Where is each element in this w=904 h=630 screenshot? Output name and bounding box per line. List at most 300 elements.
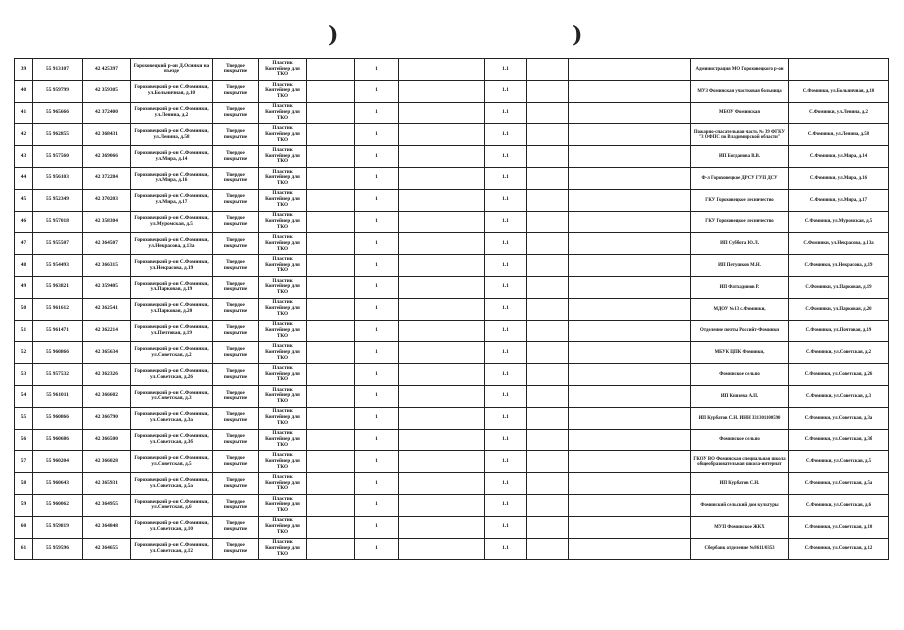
empty-cell <box>307 298 355 320</box>
empty-cell <box>527 494 569 516</box>
empty-cell <box>307 407 355 429</box>
empty-cell <box>527 385 569 407</box>
container-count-cell: 1 <box>355 146 399 168</box>
row-number-cell: 49 <box>15 276 33 298</box>
organization-cell: Сбербанк отделение №8611/0353 <box>691 538 789 560</box>
row-number-cell: 59 <box>15 494 33 516</box>
container-type-cell: Пластик Контейнер для ТКО <box>259 102 307 124</box>
container-type-cell: Пластик Контейнер для ТКО <box>259 233 307 255</box>
organization-cell: ИП Князева А.П. <box>691 385 789 407</box>
longitude-cell: 42 366028 <box>83 451 131 473</box>
organization-cell: МУП Фоминское ЖКХ <box>691 516 789 538</box>
location-cell: Гороховецкий р-он С.Фоминки, ул.Мира, д.17 <box>131 189 213 211</box>
container-count-cell: 1 <box>355 102 399 124</box>
table-row <box>15 146 889 168</box>
empty-cell <box>399 233 485 255</box>
location-cell: Гороховецкий р-он С.Фоминки, ул.Парковая, д.19 <box>131 276 213 298</box>
latitude-cell: 55 956103 <box>33 167 83 189</box>
latitude-cell: 55 959799 <box>33 80 83 102</box>
empty-cell <box>307 516 355 538</box>
empty-cell <box>307 320 355 342</box>
container-volume-cell: 1.1 <box>485 59 527 81</box>
address-cell: С.Фоминки, ул.Муромская, д.5 <box>789 211 889 233</box>
latitude-cell: 55 961011 <box>33 385 83 407</box>
container-volume-cell: 1.1 <box>485 124 527 146</box>
address-cell: С.Фоминки, ул.Советская, д.3а <box>789 407 889 429</box>
row-number-cell: 57 <box>15 451 33 473</box>
latitude-cell: 55 961471 <box>33 320 83 342</box>
surface-cell: Твердое покрытие <box>213 516 259 538</box>
empty-cell <box>307 59 355 81</box>
container-volume-cell: 1.1 <box>485 211 527 233</box>
empty-cell <box>399 407 485 429</box>
empty-cell <box>307 233 355 255</box>
empty-cell <box>307 102 355 124</box>
table-body <box>15 59 889 560</box>
container-count-cell: 1 <box>355 473 399 495</box>
container-type-cell: Пластик Контейнер для ТКО <box>259 189 307 211</box>
empty-cell <box>569 189 691 211</box>
address-cell: С.Фоминки, ул.Больничная, д.10 <box>789 80 889 102</box>
surface-cell: Твердое покрытие <box>213 451 259 473</box>
longitude-cell: 42 362214 <box>83 320 131 342</box>
container-type-cell: Пластик Контейнер для ТКО <box>259 385 307 407</box>
table-row <box>15 211 889 233</box>
row-number-cell: 58 <box>15 473 33 495</box>
organization-cell: Фоминское сельпо <box>691 429 789 451</box>
empty-cell <box>569 429 691 451</box>
surface-cell: Твердое покрытие <box>213 102 259 124</box>
empty-cell <box>399 538 485 560</box>
container-type-cell: Пластик Контейнер для ТКО <box>259 211 307 233</box>
address-cell: С.Фоминки, ул.Мира, д.17 <box>789 189 889 211</box>
table-row <box>15 59 889 81</box>
row-number-cell: 56 <box>15 429 33 451</box>
organization-cell: Ф-л Гороховецкое ДРСУ ГУП ДСУ <box>691 167 789 189</box>
latitude-cell: 55 952349 <box>33 189 83 211</box>
row-number-cell: 52 <box>15 342 33 364</box>
row-number-cell: 40 <box>15 80 33 102</box>
location-cell: Гороховецкий р-он С.Фоминки, ул.Советская, д.6 <box>131 494 213 516</box>
container-count-cell: 1 <box>355 80 399 102</box>
empty-cell <box>569 80 691 102</box>
organization-cell: МБОУ Фоминская <box>691 102 789 124</box>
empty-cell <box>399 102 485 124</box>
container-volume-cell: 1.1 <box>485 298 527 320</box>
longitude-cell: 42 359305 <box>83 80 131 102</box>
empty-cell <box>307 146 355 168</box>
container-type-cell: Пластик Контейнер для ТКО <box>259 167 307 189</box>
empty-cell <box>527 473 569 495</box>
surface-cell: Твердое покрытие <box>213 364 259 386</box>
address-cell <box>789 59 889 81</box>
container-type-cell: Пластик Контейнер для ТКО <box>259 276 307 298</box>
empty-cell <box>307 167 355 189</box>
surface-cell: Твердое покрытие <box>213 255 259 277</box>
longitude-cell: 42 366315 <box>83 255 131 277</box>
location-cell: Гороховецкий р-он С.Фоминки, ул.Некрасова, д.13а <box>131 233 213 255</box>
container-count-cell: 1 <box>355 494 399 516</box>
row-number-cell: 47 <box>15 233 33 255</box>
longitude-cell: 42 368431 <box>83 124 131 146</box>
table-row <box>15 538 889 560</box>
longitude-cell: 42 364655 <box>83 538 131 560</box>
longitude-cell: 42 362326 <box>83 364 131 386</box>
address-cell: С.Фоминки, ул.Парковая, д.20 <box>789 298 889 320</box>
empty-cell <box>399 429 485 451</box>
surface-cell: Твердое покрытие <box>213 146 259 168</box>
location-cell: Гороховецкий р-он С.Фоминки, ул.Советская, д.5 <box>131 451 213 473</box>
address-cell: С.Фоминки, ул.Ленина, д.2 <box>789 102 889 124</box>
empty-cell <box>569 255 691 277</box>
row-number-cell: 41 <box>15 102 33 124</box>
table-row <box>15 429 889 451</box>
empty-cell <box>527 407 569 429</box>
empty-cell <box>307 80 355 102</box>
organization-cell: ИП Курбатов С.Н. ИНН 331301100590 <box>691 407 789 429</box>
empty-cell <box>527 146 569 168</box>
container-type-cell: Пластик Контейнер для ТКО <box>259 80 307 102</box>
organization-cell: ИП Курбатов С.Н. <box>691 473 789 495</box>
longitude-cell: 42 359405 <box>83 276 131 298</box>
container-count-cell: 1 <box>355 429 399 451</box>
empty-cell <box>399 364 485 386</box>
empty-cell <box>307 538 355 560</box>
container-count-cell: 1 <box>355 189 399 211</box>
address-cell: С.Фоминки, ул.Советская, д.2 <box>789 342 889 364</box>
container-type-cell: Пластик Контейнер для ТКО <box>259 342 307 364</box>
container-volume-cell: 1.1 <box>485 364 527 386</box>
container-type-cell: Пластик Контейнер для ТКО <box>259 320 307 342</box>
location-cell: Гороховецкий р-он С.Фоминки, ул.Советская, д.2 <box>131 342 213 364</box>
empty-cell <box>399 80 485 102</box>
empty-cell <box>527 364 569 386</box>
empty-cell <box>307 276 355 298</box>
container-type-cell: Пластик Контейнер для ТКО <box>259 124 307 146</box>
organization-cell: ГКУ Гороховецкое лесничество <box>691 189 789 211</box>
empty-cell <box>527 211 569 233</box>
empty-cell <box>307 211 355 233</box>
empty-cell <box>307 189 355 211</box>
address-cell: С.Фоминки, ул.Парковая, д.19 <box>789 276 889 298</box>
organization-cell: ГКОУ ВО Фоминская специальная школа общеобразовательная школа-интернат <box>691 451 789 473</box>
container-count-cell: 1 <box>355 59 399 81</box>
surface-cell: Твердое покрытие <box>213 407 259 429</box>
empty-cell <box>569 494 691 516</box>
address-cell: С.Фоминки, ул.Ленина, д.58 <box>789 124 889 146</box>
table-row <box>15 167 889 189</box>
empty-cell <box>569 407 691 429</box>
container-count-cell: 1 <box>355 451 399 473</box>
registry-page <box>14 58 888 560</box>
organization-cell: ИП Фатхадинов Р. <box>691 276 789 298</box>
location-cell: Гороховецкий р-он С.Фоминки, ул.Советская, д.26 <box>131 364 213 386</box>
container-count-cell: 1 <box>355 298 399 320</box>
organization-cell: Отделение почты Российт-Фоминки <box>691 320 789 342</box>
empty-cell <box>527 233 569 255</box>
container-volume-cell: 1.1 <box>485 429 527 451</box>
row-number-cell: 55 <box>15 407 33 429</box>
empty-cell <box>399 124 485 146</box>
container-count-cell: 1 <box>355 276 399 298</box>
empty-cell <box>527 516 569 538</box>
latitude-cell: 55 963821 <box>33 276 83 298</box>
table-row <box>15 342 889 364</box>
container-count-cell: 1 <box>355 255 399 277</box>
empty-cell <box>399 59 485 81</box>
row-number-cell: 39 <box>15 59 33 81</box>
waste-site-table <box>14 58 889 560</box>
punch-hole-mark-right: ) <box>572 22 583 48</box>
location-cell: Гороховецкий р-он С.Фоминки, ул.Мира, д.14 <box>131 146 213 168</box>
container-count-cell: 1 <box>355 233 399 255</box>
container-volume-cell: 1.1 <box>485 473 527 495</box>
surface-cell: Твердое покрытие <box>213 167 259 189</box>
empty-cell <box>527 451 569 473</box>
empty-cell <box>569 385 691 407</box>
row-number-cell: 61 <box>15 538 33 560</box>
table-row <box>15 80 889 102</box>
empty-cell <box>569 451 691 473</box>
container-volume-cell: 1.1 <box>485 516 527 538</box>
container-type-cell: Пластик Контейнер для ТКО <box>259 298 307 320</box>
container-count-cell: 1 <box>355 342 399 364</box>
latitude-cell: 55 960866 <box>33 407 83 429</box>
container-type-cell: Пластик Контейнер для ТКО <box>259 364 307 386</box>
location-cell: Гороховецкий р-он С.Фоминки, ул.Парковая, д.20 <box>131 298 213 320</box>
container-type-cell: Пластик Контейнер для ТКО <box>259 255 307 277</box>
container-count-cell: 1 <box>355 364 399 386</box>
empty-cell <box>569 167 691 189</box>
location-cell: Гороховецкий р-он С.Фоминки, ул.Советская, д.10 <box>131 516 213 538</box>
table-row <box>15 124 889 146</box>
empty-cell <box>527 298 569 320</box>
empty-cell <box>527 80 569 102</box>
empty-cell <box>569 298 691 320</box>
address-cell: С.Фоминки, ул.Советская, д.26 <box>789 364 889 386</box>
address-cell: С.Фоминки, ул.Мира, д.14 <box>789 146 889 168</box>
table-row <box>15 451 889 473</box>
latitude-cell: 55 960866 <box>33 342 83 364</box>
container-volume-cell: 1.1 <box>485 342 527 364</box>
empty-cell <box>569 538 691 560</box>
container-type-cell: Пластик Контейнер для ТКО <box>259 516 307 538</box>
empty-cell <box>527 255 569 277</box>
longitude-cell: 42 358304 <box>83 211 131 233</box>
latitude-cell: 55 960062 <box>33 494 83 516</box>
container-type-cell: Пластик Контейнер для ТКО <box>259 451 307 473</box>
latitude-cell: 55 965666 <box>33 102 83 124</box>
row-number-cell: 51 <box>15 320 33 342</box>
latitude-cell: 55 954493 <box>33 255 83 277</box>
organization-cell: Администрация МО Гороховецкого р-он <box>691 59 789 81</box>
empty-cell <box>569 233 691 255</box>
location-cell: Гороховецкий р-он С.Фоминки, ул.Мира, д.16 <box>131 167 213 189</box>
container-volume-cell: 1.1 <box>485 80 527 102</box>
container-type-cell: Пластик Контейнер для ТКО <box>259 494 307 516</box>
empty-cell <box>527 167 569 189</box>
container-type-cell: Пластик Контейнер для ТКО <box>259 473 307 495</box>
empty-cell <box>569 342 691 364</box>
address-cell: С.Фоминки, ул.Советская, д.3 <box>789 385 889 407</box>
container-type-cell: Пластик Контейнер для ТКО <box>259 538 307 560</box>
location-cell: Гороховецкий р-он С.Фоминки, ул.Советская, д.3а <box>131 407 213 429</box>
address-cell: С.Фоминки, ул.Советская, д.5 <box>789 451 889 473</box>
empty-cell <box>399 167 485 189</box>
organization-cell: Пожарно-спасательная часть № 39 ФГКУ "3 ОФПС по Владимирской области" <box>691 124 789 146</box>
empty-cell <box>399 320 485 342</box>
empty-cell <box>569 124 691 146</box>
empty-cell <box>399 298 485 320</box>
latitude-cell: 55 957532 <box>33 364 83 386</box>
location-cell: Гороховецкий р-он Д.Осинки на въезде <box>131 59 213 81</box>
longitude-cell: 42 370203 <box>83 189 131 211</box>
organization-cell: ГКУ Гороховецкое лесничество <box>691 211 789 233</box>
empty-cell <box>399 342 485 364</box>
empty-cell <box>569 364 691 386</box>
table-row <box>15 276 889 298</box>
empty-cell <box>307 364 355 386</box>
row-number-cell: 46 <box>15 211 33 233</box>
row-number-cell: 45 <box>15 189 33 211</box>
organization-cell: МБУК ЦПК Фоминки, <box>691 342 789 364</box>
organization-cell: ИП Петушков М.Н. <box>691 255 789 277</box>
location-cell: Гороховецкий р-он С.Фоминки, ул.Почтовая, д.19 <box>131 320 213 342</box>
empty-cell <box>527 320 569 342</box>
table-row <box>15 364 889 386</box>
location-cell: Гороховецкий р-он С.Фоминки, ул.Некрасова, д.19 <box>131 255 213 277</box>
row-number-cell: 42 <box>15 124 33 146</box>
container-volume-cell: 1.1 <box>485 385 527 407</box>
latitude-cell: 55 955507 <box>33 233 83 255</box>
longitude-cell: 42 425397 <box>83 59 131 81</box>
row-number-cell: 44 <box>15 167 33 189</box>
empty-cell <box>399 276 485 298</box>
table-row <box>15 102 889 124</box>
empty-cell <box>399 255 485 277</box>
container-count-cell: 1 <box>355 385 399 407</box>
longitude-cell: 42 366500 <box>83 429 131 451</box>
location-cell: Гороховецкий р-он С.Фоминки, ул.Советская, д.5а <box>131 473 213 495</box>
longitude-cell: 42 362541 <box>83 298 131 320</box>
address-cell: С.Фоминки, ул.Советская, д.5а <box>789 473 889 495</box>
empty-cell <box>569 211 691 233</box>
table-row <box>15 233 889 255</box>
empty-cell <box>307 385 355 407</box>
empty-cell <box>527 59 569 81</box>
address-cell: С.Фоминки, ул.Некрасова, д.19 <box>789 255 889 277</box>
location-cell: Гороховецкий р-он С.Фоминки, ул.Советская, д.3б <box>131 429 213 451</box>
empty-cell <box>527 102 569 124</box>
empty-cell <box>399 516 485 538</box>
address-cell: С.Фоминки, ул.Мира, д.16 <box>789 167 889 189</box>
empty-cell <box>307 255 355 277</box>
empty-cell <box>307 451 355 473</box>
empty-cell <box>569 276 691 298</box>
empty-cell <box>307 429 355 451</box>
empty-cell <box>569 102 691 124</box>
organization-cell: МДОУ №13 с.Фоминки, <box>691 298 789 320</box>
row-number-cell: 54 <box>15 385 33 407</box>
longitude-cell: 42 366602 <box>83 385 131 407</box>
surface-cell: Твердое покрытие <box>213 494 259 516</box>
container-volume-cell: 1.1 <box>485 255 527 277</box>
table-row <box>15 516 889 538</box>
longitude-cell: 42 372400 <box>83 102 131 124</box>
empty-cell <box>527 429 569 451</box>
address-cell: С.Фоминки, ул.Советская, д.10 <box>789 516 889 538</box>
container-volume-cell: 1.1 <box>485 451 527 473</box>
surface-cell: Твердое покрытие <box>213 298 259 320</box>
location-cell: Гороховецкий р-он С.Фоминки, ул.Муромская, д.5 <box>131 211 213 233</box>
empty-cell <box>527 538 569 560</box>
container-count-cell: 1 <box>355 320 399 342</box>
container-count-cell: 1 <box>355 538 399 560</box>
container-volume-cell: 1.1 <box>485 320 527 342</box>
table-row <box>15 255 889 277</box>
surface-cell: Твердое покрытие <box>213 385 259 407</box>
empty-cell <box>399 189 485 211</box>
container-volume-cell: 1.1 <box>485 233 527 255</box>
surface-cell: Твердое покрытие <box>213 473 259 495</box>
container-volume-cell: 1.1 <box>485 102 527 124</box>
empty-cell <box>307 473 355 495</box>
empty-cell <box>399 451 485 473</box>
container-count-cell: 1 <box>355 167 399 189</box>
organization-cell: ИП Богданова В.В. <box>691 146 789 168</box>
empty-cell <box>307 342 355 364</box>
surface-cell: Твердое покрытие <box>213 320 259 342</box>
surface-cell: Твердое покрытие <box>213 538 259 560</box>
organization-cell: МУЗ Фоминская участковая больница <box>691 80 789 102</box>
surface-cell: Твердое покрытие <box>213 59 259 81</box>
surface-cell: Твердое покрытие <box>213 233 259 255</box>
container-type-cell: Пластик Контейнер для ТКО <box>259 146 307 168</box>
surface-cell: Твердое покрытие <box>213 189 259 211</box>
table-row <box>15 298 889 320</box>
row-number-cell: 48 <box>15 255 33 277</box>
latitude-cell: 55 960686 <box>33 429 83 451</box>
container-volume-cell: 1.1 <box>485 276 527 298</box>
organization-cell: Фоминское сельпо <box>691 364 789 386</box>
organization-cell: Фоминский сельский дом культуры <box>691 494 789 516</box>
longitude-cell: 42 372284 <box>83 167 131 189</box>
latitude-cell: 55 959596 <box>33 538 83 560</box>
container-count-cell: 1 <box>355 124 399 146</box>
address-cell: С.Фоминки, ул.Советская, д.3б <box>789 429 889 451</box>
empty-cell <box>399 385 485 407</box>
surface-cell: Твердое покрытие <box>213 211 259 233</box>
table-row <box>15 189 889 211</box>
latitude-cell: 55 960643 <box>33 473 83 495</box>
container-volume-cell: 1.1 <box>485 494 527 516</box>
container-volume-cell: 1.1 <box>485 407 527 429</box>
latitude-cell: 55 962855 <box>33 124 83 146</box>
latitude-cell: 55 961612 <box>33 298 83 320</box>
container-volume-cell: 1.1 <box>485 538 527 560</box>
container-type-cell: Пластик Контейнер для ТКО <box>259 59 307 81</box>
table-row <box>15 407 889 429</box>
location-cell: Гороховецкий р-он С.Фоминки, ул.Советская, д.3 <box>131 385 213 407</box>
empty-cell <box>569 320 691 342</box>
container-count-cell: 1 <box>355 407 399 429</box>
location-cell: Гороховецкий р-он С.Фоминки, ул.Ленина, д.2 <box>131 102 213 124</box>
surface-cell: Твердое покрытие <box>213 276 259 298</box>
row-number-cell: 53 <box>15 364 33 386</box>
table-row <box>15 320 889 342</box>
punch-hole-mark-left: ) <box>328 22 339 48</box>
longitude-cell: 42 364507 <box>83 233 131 255</box>
